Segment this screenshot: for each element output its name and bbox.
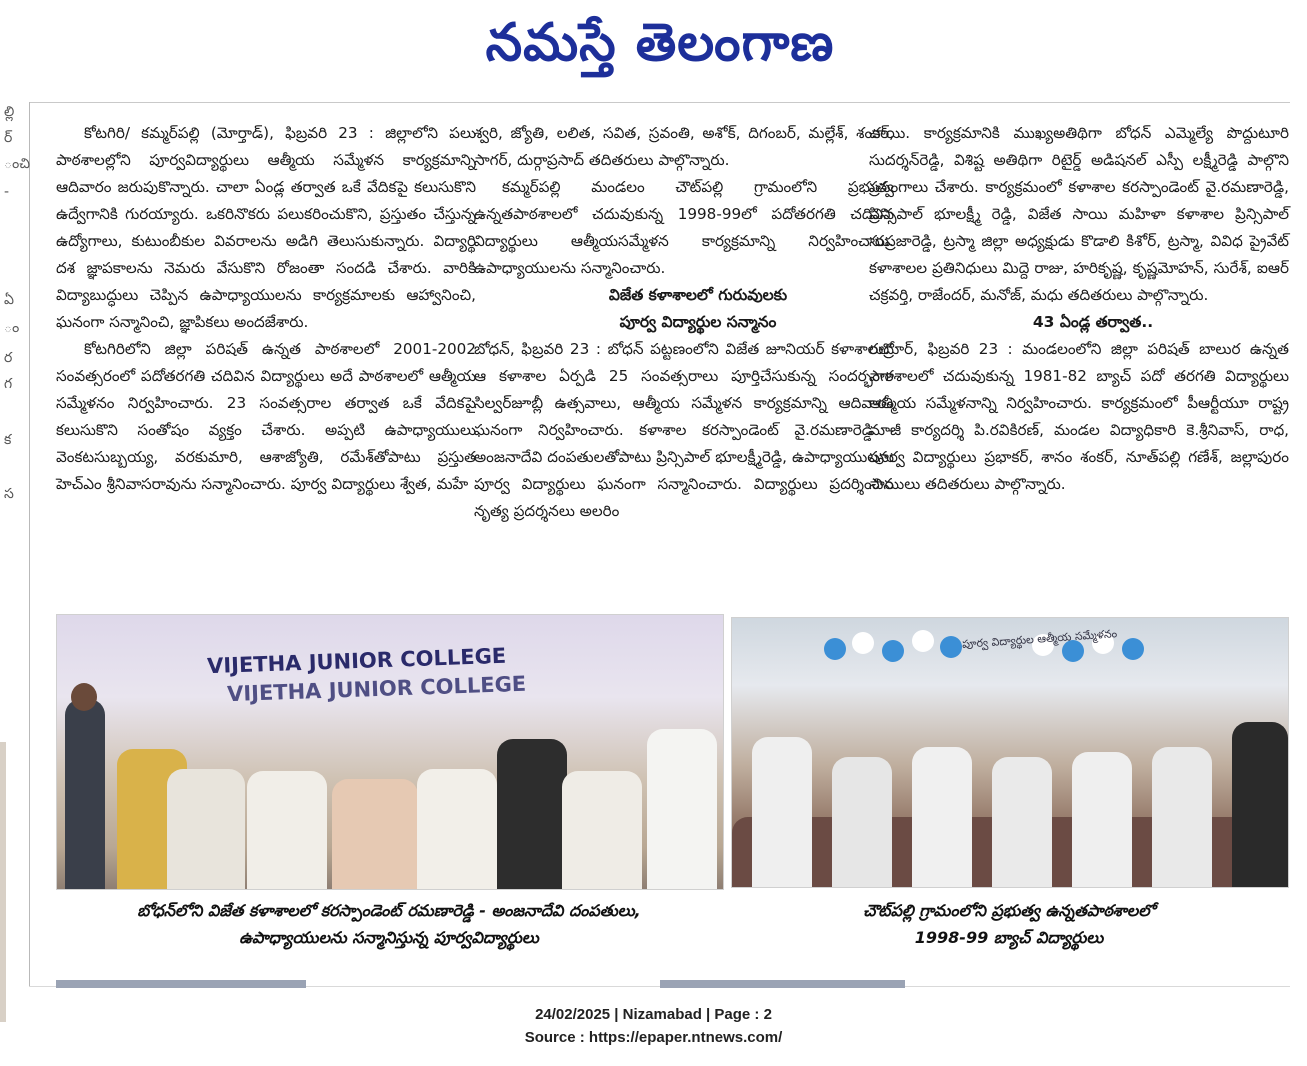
paragraph: రుద్రూర్, ఫిబ్రవరి 23 : మండలంలోని జిల్లా పరిషత్ బాలుర ఉన్నత పాఠశాలలో చదువుకున్న 1981-82 బ్యాచ్ పదో తరగతి విద్యార్థులు ఆత్మీయ సమ్మేళనాన్ని నిర్వహించారు. కార్యక్రమంలో పీఆర్టీయూ రాష్ట్ర మాజీ కార్యదర్శి పి.రవికిరణ్, మండల విద్యాధికారి కె.శ్రీనివాస్, రాధ, పూర్వ విద్యార్థులు ప్రభాకర్, శానం శంకర్, నూత్‌పల్లి గణేశ్, జల్లాపురం సాయిలు తదితరులు పాల్గొన్నారు. xyxy=(869,340,1289,493)
photo-banner-text: VIJETHA JUNIOR COLLEGE xyxy=(206,643,507,679)
left-edge-strip xyxy=(0,102,30,987)
paragraph: కోటగిరిలోని జిల్లా పరిషత్ ఉన్నత పాఠశాలలో 2001-2002 సంవత్సరంలో పదోతరగతి చదివిన విద్యార్థులు అదే పాఠశాలలో ఆత్మీయ సమ్మేళనం నిర్వహించారు. 23 సంవత్సరాల తర్వాత ఒకే వేదికపై కలుసుకొని సంతోషం వ్యక్తం చేశారు. అప్పటి ఉపాధ్యాయులు వెంకటసుబ్బయ్య, వరకుమారి, ఆశాజ్యోతి, రమేశ్‌తోపాటు ప్రస్తుత హెచ్‌ఎం శ్రీనివాసరావును సన్మానించారు. పూర్వ విద్యార్థులు శ్వేత, మహే xyxy=(56,340,476,493)
edge-photo-fragment xyxy=(0,742,6,1022)
edge-fragment: - xyxy=(4,184,10,200)
group-people xyxy=(57,719,723,889)
top-rule xyxy=(29,102,1290,103)
edge-fragment: గ xyxy=(4,376,13,392)
paragraph: చాయి. కార్యక్రమానికి ముఖ్యఅతిథిగా బోధన్ ఎమ్మెల్యే పొద్దుటూరి సుదర్శన్‌రెడ్డి, విశిష్ట అతిథిగా రిటైర్డ్ అడిషనల్ ఎస్పీ లక్ష్మీరెడ్డి పాల్గొని ప్రసంగాలు చేశారు. కార్యక్రమంలో కళాశాల కరస్పాండెంట్ వై.రమణారెడ్డి, ప్రిన్సిపాల్ భూలక్ష్మీ రెడ్డి, విజేత సాయి మహిళా కళాశాల ప్రిన్సిపాల్ సుప్రజారెడ్డి, ట్రస్మా జిల్లా అధ్యక్షుడు కొడాలి కిశోర్, ట్రస్మా, వివిధ ప్రైవేట్ కళాశాలల ప్రతినిధులు మిద్దె రాజు, హరికృష్ణ, కృష్ణమోహన్, సురేశ్, ఐఆర్ చక్రవర్తి, రాజేందర్, మనోజ్, మధు తదితరులు పాల్గొన్నారు. xyxy=(869,124,1289,304)
left-rule xyxy=(29,102,30,987)
edge-fragment: ంచి xyxy=(4,156,30,172)
edge-fragment: ం xyxy=(4,320,20,336)
subheading: విజేత కళాశాలలో గురువులకు xyxy=(608,286,788,304)
edge-fragment: ఏ xyxy=(4,292,14,308)
photo-caption-2 xyxy=(731,897,1287,951)
subheading: 43 ఏండ్ల తర్వాత.. xyxy=(1032,313,1154,331)
footer-date-line: 24/02/2025 | Nizamabad | Page : 2 xyxy=(535,1006,772,1023)
subheading: పూర్వ విద్యార్థుల సన్మానం xyxy=(619,313,777,331)
paragraph: కమ్మర్‌పల్లి మండలం చౌట్‌పల్లి గ్రామంలోని ప్రభుత్వ ఉన్నతపాఠశాలలో చదువుకున్న 1998-99లో పదోతరగతి చదివిన విద్యార్థులు ఆత్మీయసమ్మేళన కార్యక్రమాన్ని నిర్వహించారు. ఉపాధ్యాయులను సన్మానించారు. xyxy=(474,178,894,277)
caption-line: ఉపాధ్యాయులను సన్మానిస్తున్న పూర్వవిద్యార్థులు xyxy=(239,928,539,947)
photo-caption-1 xyxy=(56,897,722,951)
article-column-3 xyxy=(869,120,1289,498)
paragraph: శ్వరి, జ్యోతి, లలిత, సవిత, స్రవంతి, అశోక్, దిగంబర్, మల్లేశ్, శంకర్, సాగర్, దుర్గాప్రసాద్ తదితరులు పాల్గొన్నారు. xyxy=(474,124,894,169)
edge-fragment: క xyxy=(4,432,12,448)
next-article-strip xyxy=(660,980,905,988)
article-column-1 xyxy=(56,120,476,498)
photo-vijetha-college xyxy=(56,614,724,890)
edge-fragment: ల్లి xyxy=(4,104,15,120)
footer-source-link[interactable]: Source : https://epaper.ntnews.com/ xyxy=(524,1029,783,1046)
photo-chautpalli-school xyxy=(731,617,1289,888)
edge-fragment: ర xyxy=(4,350,13,366)
photo-banner-text: పూర్వ విద్యార్థుల ఆత్మీయ సమ్మేళనం xyxy=(961,627,1118,651)
masthead-logo: నమస్తే తెలంగాణ xyxy=(485,12,835,73)
paragraph: కోటగిరి/ కమ్మర్‌పల్లి (మోర్తాడ్), ఫిబ్రవరి 23 : జిల్లాలోని పలు పాఠశాలల్లోని పూర్వవిద్యార్థులు ఆత్మీయ సమ్మేళన కార్యక్రమాన్ని ఆదివారం జరుపుకొన్నారు. చాలా ఏండ్ల తర్వాత ఒకే వేదికపై కలుసుకొని ఉద్వేగానికి గురయ్యారు. ఒకరినొకరు పలుకరించుకొని, ప్రస్తుతం చేస్తున్న ఉద్యోగాలు, కుటుంబీకుల వివరాలను అడిగి తెలుసుకున్నారు. విద్యార్థి దశ జ్ఞాపకాలను నెమరు వేసుకొని రోజంతా సందడి చేశారు. వారికి విద్యాబుద్ధులు చెప్పిన ఉపాధ్యాయులను కార్యక్రమాలకు ఆహ్వానించి, ఘనంగా సన్మానించి, జ్ఞాపికలు అందజేశారు. xyxy=(56,124,476,331)
caption-line: 1998-99 బ్యాచ్ విద్యార్థులు xyxy=(914,928,1104,947)
edge-fragment: ర్ xyxy=(4,130,13,146)
group-people xyxy=(732,717,1288,887)
page-footer xyxy=(0,1003,1307,1049)
caption-line: బోధన్‌లోని విజేత కళాశాలలో కరస్పాండెంట్ రమణారెడ్డి - అంజనాదేవి దంపతులు, xyxy=(137,901,641,920)
article-column-2 xyxy=(474,120,894,525)
next-article-strip xyxy=(56,980,306,988)
edge-fragment: స xyxy=(4,486,14,502)
caption-line: చౌట్‌పల్లి గ్రామంలోని ప్రభుత్వ ఉన్నతపాఠశాలలో xyxy=(863,901,1155,920)
paragraph: బోధన్, ఫిబ్రవరి 23 : బోధన్ పట్టణంలోని విజేత జూనియర్ కళాశాలలో ఆ కళాశాల ఏర్పడి 25 సంవత్సరాలు పూర్తిచేసుకున్న సందర్భంగా సిల్వర్‌జూబ్లీ ఉత్సవాలు, ఆత్మీయ సమ్మేళన కార్యక్రమాన్ని ఆదివారం ఘనంగా నిర్వహించారు. కళాశాల కరస్పాండెంట్ వై.రమణారెడ్డి - అంజనాదేవి దంపతులతోపాటు ప్రిన్సిపాల్ భూలక్ష్మీరెడ్డి, ఉపాధ్యాయులను పూర్వ విద్యార్థులు ఘనంగా సన్మానించారు. విద్యార్థులు ప్రదర్శించిన నృత్య ప్రదర్శనలు అలరిం xyxy=(474,340,894,520)
photo-banner-text: VIJETHA JUNIOR COLLEGE xyxy=(226,671,527,707)
